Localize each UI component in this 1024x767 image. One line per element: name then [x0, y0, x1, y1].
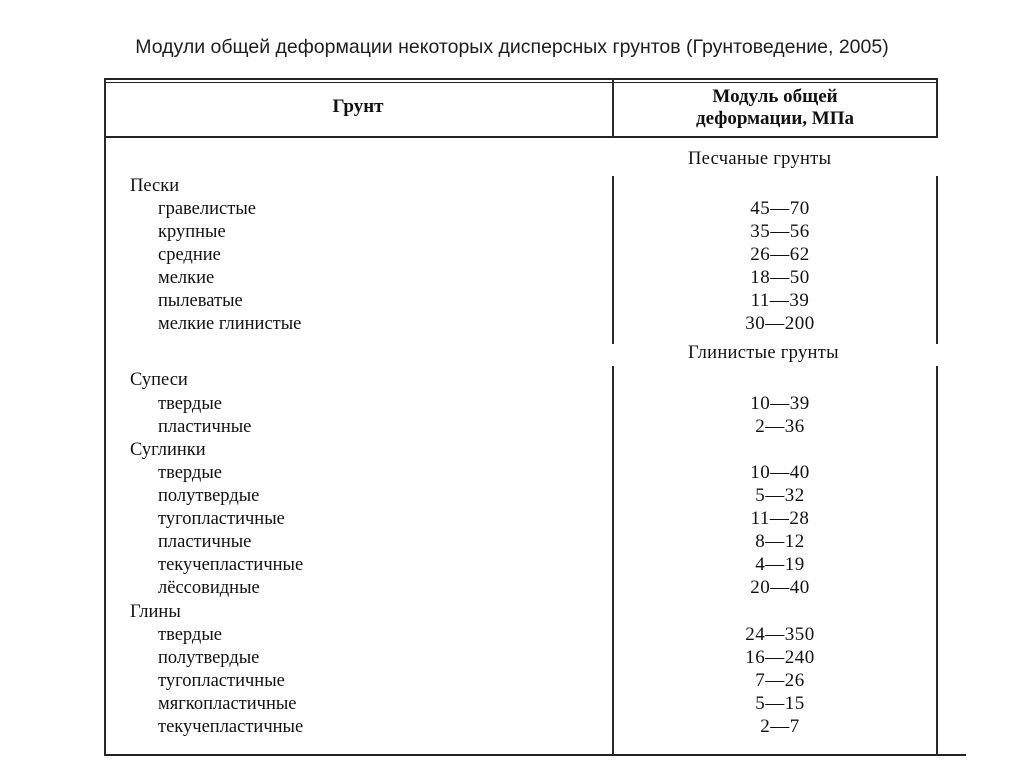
row-value: 5—32	[755, 485, 805, 506]
right-rule-lower	[936, 366, 938, 756]
row-name: мелкие глинистые	[158, 314, 302, 334]
row-name: полутвердые	[158, 648, 260, 668]
row-name: крупные	[158, 222, 226, 242]
row-name: средние	[158, 245, 221, 265]
group-sandy-loams: Супеси	[130, 370, 188, 390]
row-value: 2—7	[760, 716, 800, 737]
row-value: 4—19	[755, 554, 805, 575]
row-value: 35—56	[750, 221, 810, 242]
row-name: мягкопластичные	[158, 694, 297, 714]
group-clays: Глины	[130, 602, 181, 622]
header-soil: Грунт	[332, 96, 384, 117]
column-divider-lower	[612, 366, 614, 754]
row-name: твердые	[158, 394, 222, 414]
row-name: твердые	[158, 625, 222, 645]
slide-title: Модули общей деформации некоторых дисперсных грунтов (Грунтоведение, 2005)	[135, 36, 889, 58]
header-modulus-line2: деформации, МПа	[695, 108, 855, 129]
row-value: 45—70	[750, 198, 810, 219]
row-name: пластичные	[158, 417, 252, 437]
table-top-rule-inner	[104, 82, 938, 83]
header-bottom-rule	[104, 136, 938, 138]
row-name: тугопластичные	[158, 509, 285, 529]
row-value: 16—240	[745, 647, 815, 668]
group-loams: Суглинки	[130, 440, 206, 460]
table-top-rule	[104, 78, 938, 80]
group-sands: Пески	[130, 176, 180, 196]
row-name: полутвердые	[158, 486, 260, 506]
row-value: 5—15	[755, 693, 805, 714]
header-modulus-line1: Модуль общей	[712, 86, 838, 107]
row-name: текучепластичные	[158, 555, 304, 575]
row-name: текучепластичные	[158, 717, 304, 737]
row-value: 8—12	[755, 531, 805, 552]
row-name: пластичные	[158, 532, 252, 552]
row-name: твердые	[158, 463, 222, 483]
row-value: 18—50	[750, 267, 810, 288]
row-name: тугопластичные	[158, 671, 285, 691]
right-rule	[936, 176, 938, 344]
row-value: 11—28	[750, 508, 810, 529]
row-value: 7—26	[755, 670, 805, 691]
row-value: 10—40	[750, 462, 810, 483]
soil-modulus-table	[104, 78, 942, 758]
right-rule-header	[936, 78, 938, 138]
left-rule	[104, 78, 106, 756]
section-clay-soils: Глинистые грунты	[688, 343, 839, 363]
column-divider	[612, 176, 614, 344]
row-name: лёссовидные	[158, 578, 260, 598]
row-name: мелкие	[158, 268, 215, 288]
row-value: 11—39	[750, 290, 810, 311]
table-bottom-rule	[104, 754, 966, 756]
row-name: гравелистые	[158, 199, 256, 219]
row-value: 10—39	[750, 393, 810, 414]
row-value: 26—62	[750, 244, 810, 265]
row-value: 24—350	[745, 624, 815, 645]
section-sandy-soils: Песчаные грунты	[688, 149, 832, 169]
row-value: 20—40	[750, 577, 810, 598]
row-value: 2—36	[755, 416, 805, 437]
row-name: пылеватые	[158, 291, 243, 311]
row-value: 30—200	[745, 313, 815, 334]
